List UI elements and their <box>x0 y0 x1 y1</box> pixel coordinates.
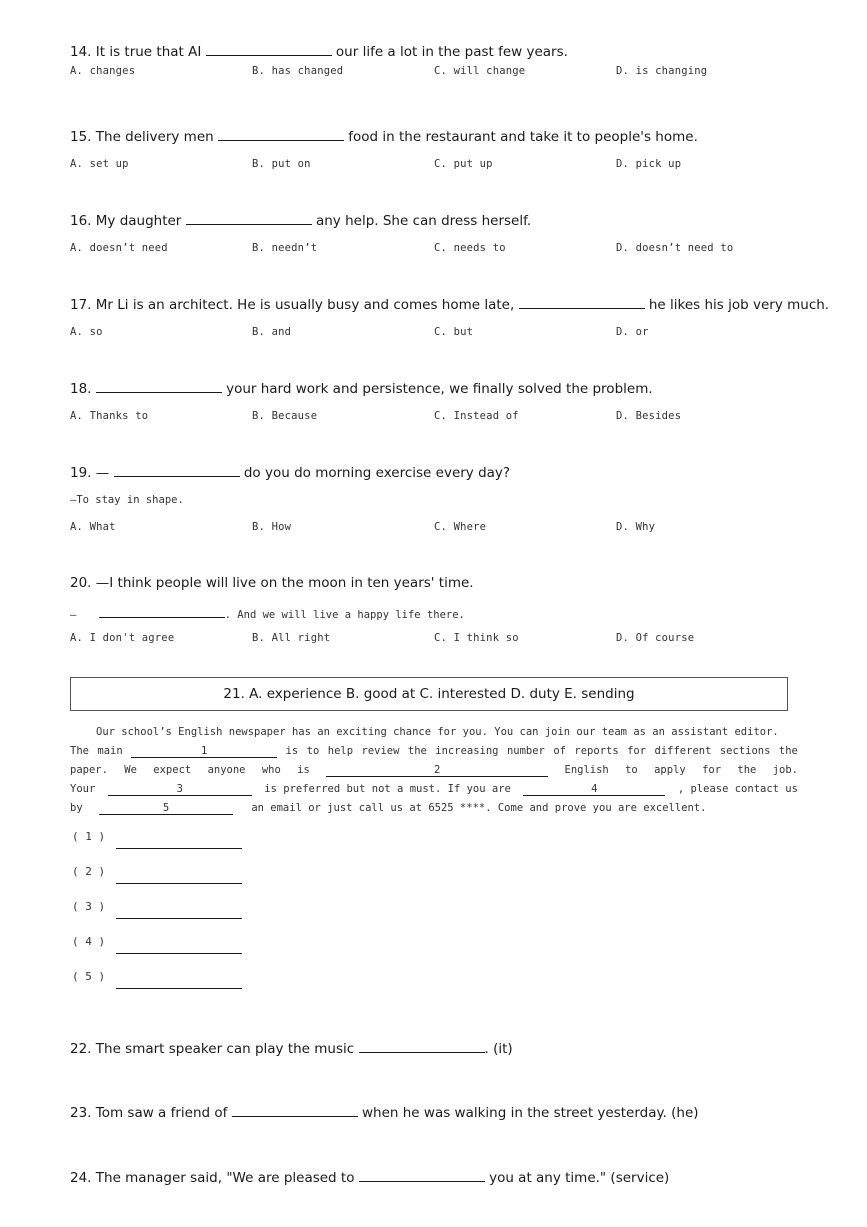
answer-line-5[interactable] <box>116 988 242 989</box>
option-d[interactable]: D. Why <box>616 521 656 533</box>
question-23: 23. Tom saw a friend of when he was walking in the street yesterday. (he) <box>70 1105 699 1121</box>
question-20: 20. —I think people will live on the moon in ten years' time. <box>70 575 474 591</box>
answer-blank[interactable] <box>519 296 645 309</box>
option-a[interactable]: A. so <box>70 326 103 338</box>
option-a[interactable]: A. set up <box>70 158 129 170</box>
option-b[interactable]: B. has changed <box>252 65 344 77</box>
option-b[interactable]: B. and <box>252 326 292 338</box>
option-a[interactable]: A. I don't agree <box>70 632 175 644</box>
option-b[interactable]: B. How <box>252 521 292 533</box>
option-b[interactable]: B. needn’t <box>252 242 318 254</box>
answer-line-2[interactable] <box>116 883 242 884</box>
passage-line-3: paper. We expect anyone who is 2 English to apply for the job. <box>70 764 798 776</box>
answer-blank[interactable] <box>359 1040 485 1053</box>
answer-label-3: ( 3 ) <box>72 900 106 913</box>
passage-line-2: The main 1 is to help review the increasing number of reports for different sections the <box>70 745 798 757</box>
answer-line-3[interactable] <box>116 918 242 919</box>
question-18: 18. your hard work and persistence, we finally solved the problem. <box>70 381 653 397</box>
passage-blank-1[interactable]: 1 <box>131 745 277 758</box>
answer-blank[interactable] <box>218 128 344 141</box>
option-c[interactable]: C. will change <box>434 65 526 77</box>
option-b[interactable]: B. put on <box>252 158 311 170</box>
question-19: 19. — do you do morning exercise every day? <box>70 465 511 481</box>
option-d[interactable]: D. doesn’t need to <box>616 242 734 254</box>
option-c[interactable]: C. I think so <box>434 632 519 644</box>
option-c[interactable]: C. Where <box>434 521 487 533</box>
option-a[interactable]: A. What <box>70 521 116 533</box>
answer-label-5: ( 5 ) <box>72 970 106 983</box>
question-16: 16. My daughter any help. She can dress herself. <box>70 213 532 229</box>
dialogue-reply: —To stay in shape. <box>70 494 184 506</box>
option-a[interactable]: A. changes <box>70 65 136 77</box>
passage-line-5: by 5 an email or just call us at 6525 ****. Come and prove you are excellent. <box>70 802 707 814</box>
passage-blank-4[interactable]: 4 <box>523 783 665 796</box>
question-17: 17. Mr Li is an architect. He is usually busy and comes home late, he likes his job very much. <box>70 297 830 313</box>
option-b[interactable]: B. Because <box>252 410 318 422</box>
answer-blank[interactable] <box>232 1104 358 1117</box>
option-c[interactable]: C. needs to <box>434 242 506 254</box>
answer-line-1[interactable] <box>116 848 242 849</box>
answer-blank[interactable] <box>99 605 225 618</box>
option-c[interactable]: C. put up <box>434 158 493 170</box>
question-15: 15. The delivery men food in the restaurant and take it to people's home. <box>70 129 698 145</box>
option-b[interactable]: B. All right <box>252 632 331 644</box>
option-d[interactable]: D. pick up <box>616 158 682 170</box>
option-d[interactable]: D. is changing <box>616 65 708 77</box>
option-d[interactable]: D. Besides <box>616 410 682 422</box>
option-a[interactable]: A. Thanks to <box>70 410 149 422</box>
option-a[interactable]: A. doesn’t need <box>70 242 168 254</box>
answer-label-1: ( 1 ) <box>72 830 106 843</box>
option-d[interactable]: D. or <box>616 326 649 338</box>
answer-label-4: ( 4 ) <box>72 935 106 948</box>
answer-blank[interactable] <box>206 43 332 56</box>
passage-line-1: Our school’s English newspaper has an exciting chance for you. You can join our team as an assistant editor. <box>96 726 779 738</box>
passage-blank-3[interactable]: 3 <box>108 783 252 796</box>
passage-blank-2[interactable]: 2 <box>326 764 548 777</box>
question-22: 22. The smart speaker can play the music . (it) <box>70 1041 513 1057</box>
word-bank-box: 21. A. experience B. good at C. interested D. duty E. sending <box>70 677 788 711</box>
answer-label-2: ( 2 ) <box>72 865 106 878</box>
option-c[interactable]: C. Instead of <box>434 410 519 422</box>
option-c[interactable]: C. but <box>434 326 474 338</box>
passage-line-4: Your 3 is preferred but not a must. If you are 4 , please contact us <box>70 783 798 795</box>
answer-blank[interactable] <box>359 1169 485 1182</box>
answer-blank[interactable] <box>114 464 240 477</box>
answer-blank[interactable] <box>96 380 222 393</box>
question-14: 14. It is true that AI our life a lot in the past few years. <box>70 44 568 60</box>
option-d[interactable]: D. Of course <box>616 632 695 644</box>
dialogue-reply: — . And we will live a happy life there. <box>70 605 465 621</box>
answer-line-4[interactable] <box>116 953 242 954</box>
answer-blank[interactable] <box>186 212 312 225</box>
question-24: 24. The manager said, "We are pleased to you at any time." (service) <box>70 1170 670 1186</box>
passage-blank-5[interactable]: 5 <box>99 802 233 815</box>
